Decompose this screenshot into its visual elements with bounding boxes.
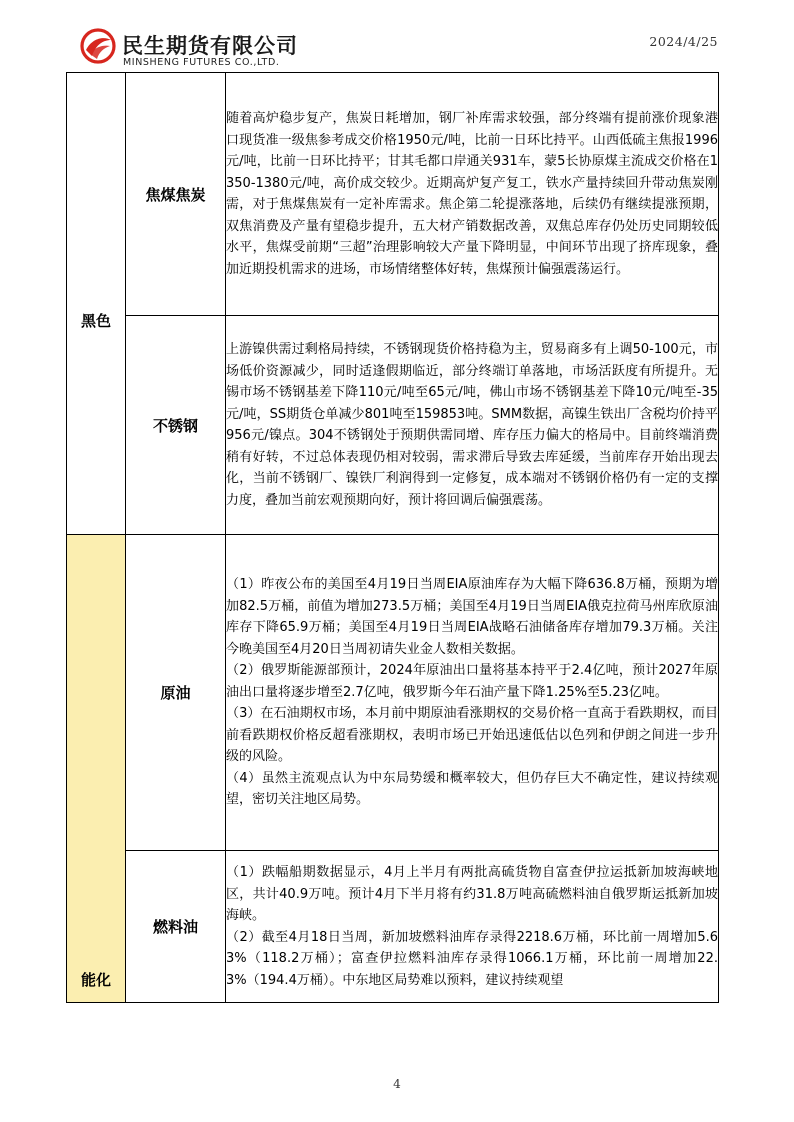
commentary-paragraph: 随着高炉稳步复产，焦炭日耗增加，钢厂补库需求较强，部分终端有提前涨价现象港口现货准一级焦参考成交价格1950元/吨，比前一日环比持平。山西低硫主焦报1996元/吨，比前一日环比持平；甘其毛都口岸通关931车，蒙5长协原煤主流成交价格在1350-1380元/吨，高价成交较少。近期高炉复产复工，铁水产量持续回升带动焦炭刚需，对于焦煤焦炭有一定补库需求。焦企第二轮提涨落地，后续仍有继续提涨预期，双焦消费及产量有望稳步提升，五大材产销数据改善，双焦总库存仍处历史同期较低水平，焦煤受前期“三超”治理影响较大产量下降明显，中间环节出现了挤库现象，叠加近期投机需求的进场，市场情绪整体好转，焦煤预计偏强震荡运行。: [226, 111, 718, 277]
sector-cell-energy: [67, 535, 126, 1003]
company-name-en: MINSHENG FUTURES CO.,LTD.: [123, 57, 280, 68]
product-name: 不锈钢: [126, 316, 226, 535]
commodity-report-table: [66, 72, 719, 1003]
table-row: [67, 316, 719, 535]
table-row: [67, 851, 719, 1003]
table-row: [67, 535, 719, 851]
company-name-cn: 民生期货有限公司: [122, 34, 298, 58]
commentary-paragraph: （3）在石油期权市场，本月前中期原油看涨期权的交易价格一直高于看跌期权，而目前看跌期权价格反超看涨期权，表明市场已开始迅速低估以色列和伊朗之间进一步升级的风险。: [226, 706, 718, 765]
minsheng-logo-icon: [80, 28, 116, 64]
product-commentary: [226, 73, 719, 316]
commentary-paragraph: （2）截至4月18日当周，新加坡燃料油库存录得2218.6万桶，环比前一周增加5.63%（118.2万桶）；富查伊拉燃料油库存录得1066.1万桶，环比前一周增加22.3%（194.4万桶）。中东地区局势难以预料，建议持续观望: [226, 929, 718, 988]
product-name: 燃料油: [126, 851, 226, 1003]
page-number: 4: [393, 1077, 401, 1091]
product-commentary: [226, 851, 719, 1003]
sector-cell-black: [67, 73, 126, 535]
page-header: [66, 22, 722, 72]
product-commentary: [226, 535, 719, 851]
report-date: 2024/4/25: [649, 34, 718, 49]
product-name: 原油: [126, 535, 226, 851]
commentary-paragraph: （1）昨夜公布的美国至4月19日当周EIA原油库存为大幅下降636.8万桶，预期为增加82.5万桶，前值为增加273.5万桶；美国至4月19日当周EIA俄克拉荷马州库欣原油库存下降65.9万桶；美国至4月19日当周EIA战略石油储备库存增加79.3万桶。关注今晚美国至4月20日当周初请失业金人数相关数据。: [226, 577, 718, 657]
sector-label-black: 黑色: [80, 311, 111, 330]
product-commentary: [226, 316, 719, 535]
commentary-paragraph: （1）跌幅船期数据显示，4月上半月有两批高硫货物自富查伊拉运抵新加坡海峡地区，共计40.9万吨。预计4月下半月将有约31.8万吨高硫燃料油自俄罗斯运抵新加坡海峡。: [226, 865, 718, 923]
product-name: 焦煤焦炭: [126, 73, 226, 316]
commentary-paragraph: （4）虽然主流观点认为中东局势缓和概率较大，但仍存巨大不确定性，建议持续观望，密切关注地区局势。: [226, 770, 718, 808]
commentary-paragraph: （2）俄罗斯能源部预计，2024年原油出口量将基本持平于2.4亿吨，预计2027年原油出口量将逐步增至2.7亿吨，俄罗斯今年石油产量下降1.25%至5.23亿吨。: [226, 663, 718, 700]
commentary-paragraph: 上游镍供需过剩格局持续，不锈钢现货价格持稳为主，贸易商多有上调50-100元，市场低价资源减少，同时适逢假期临近，部分终端订单落地，市场活跃度有所提升。无锡市场不锈钢基差下降110元/吨至65元/吨，佛山市场不锈钢基差下降10元/吨至-35元/吨，SS期货仓单减少801吨至159853吨。SMM数据，高镍生铁出厂含税均价持平956元/镍点。304不锈钢处于预期供需同增、库存压力偏大的格局中。目前终端消费稍有好转，不过总体表现仍相对较弱，需求滞后导致去库延缓，当前库存开始出现去化，当前不锈钢厂、镍铁厂利润得到一定修复，成本端对不锈钢价格仍有一定的支撑力度，叠加当前宏观预期向好，预计将回调后偏强震荡。: [226, 342, 718, 508]
table-row: [67, 73, 719, 316]
sector-label-energy: 能化: [80, 971, 111, 989]
